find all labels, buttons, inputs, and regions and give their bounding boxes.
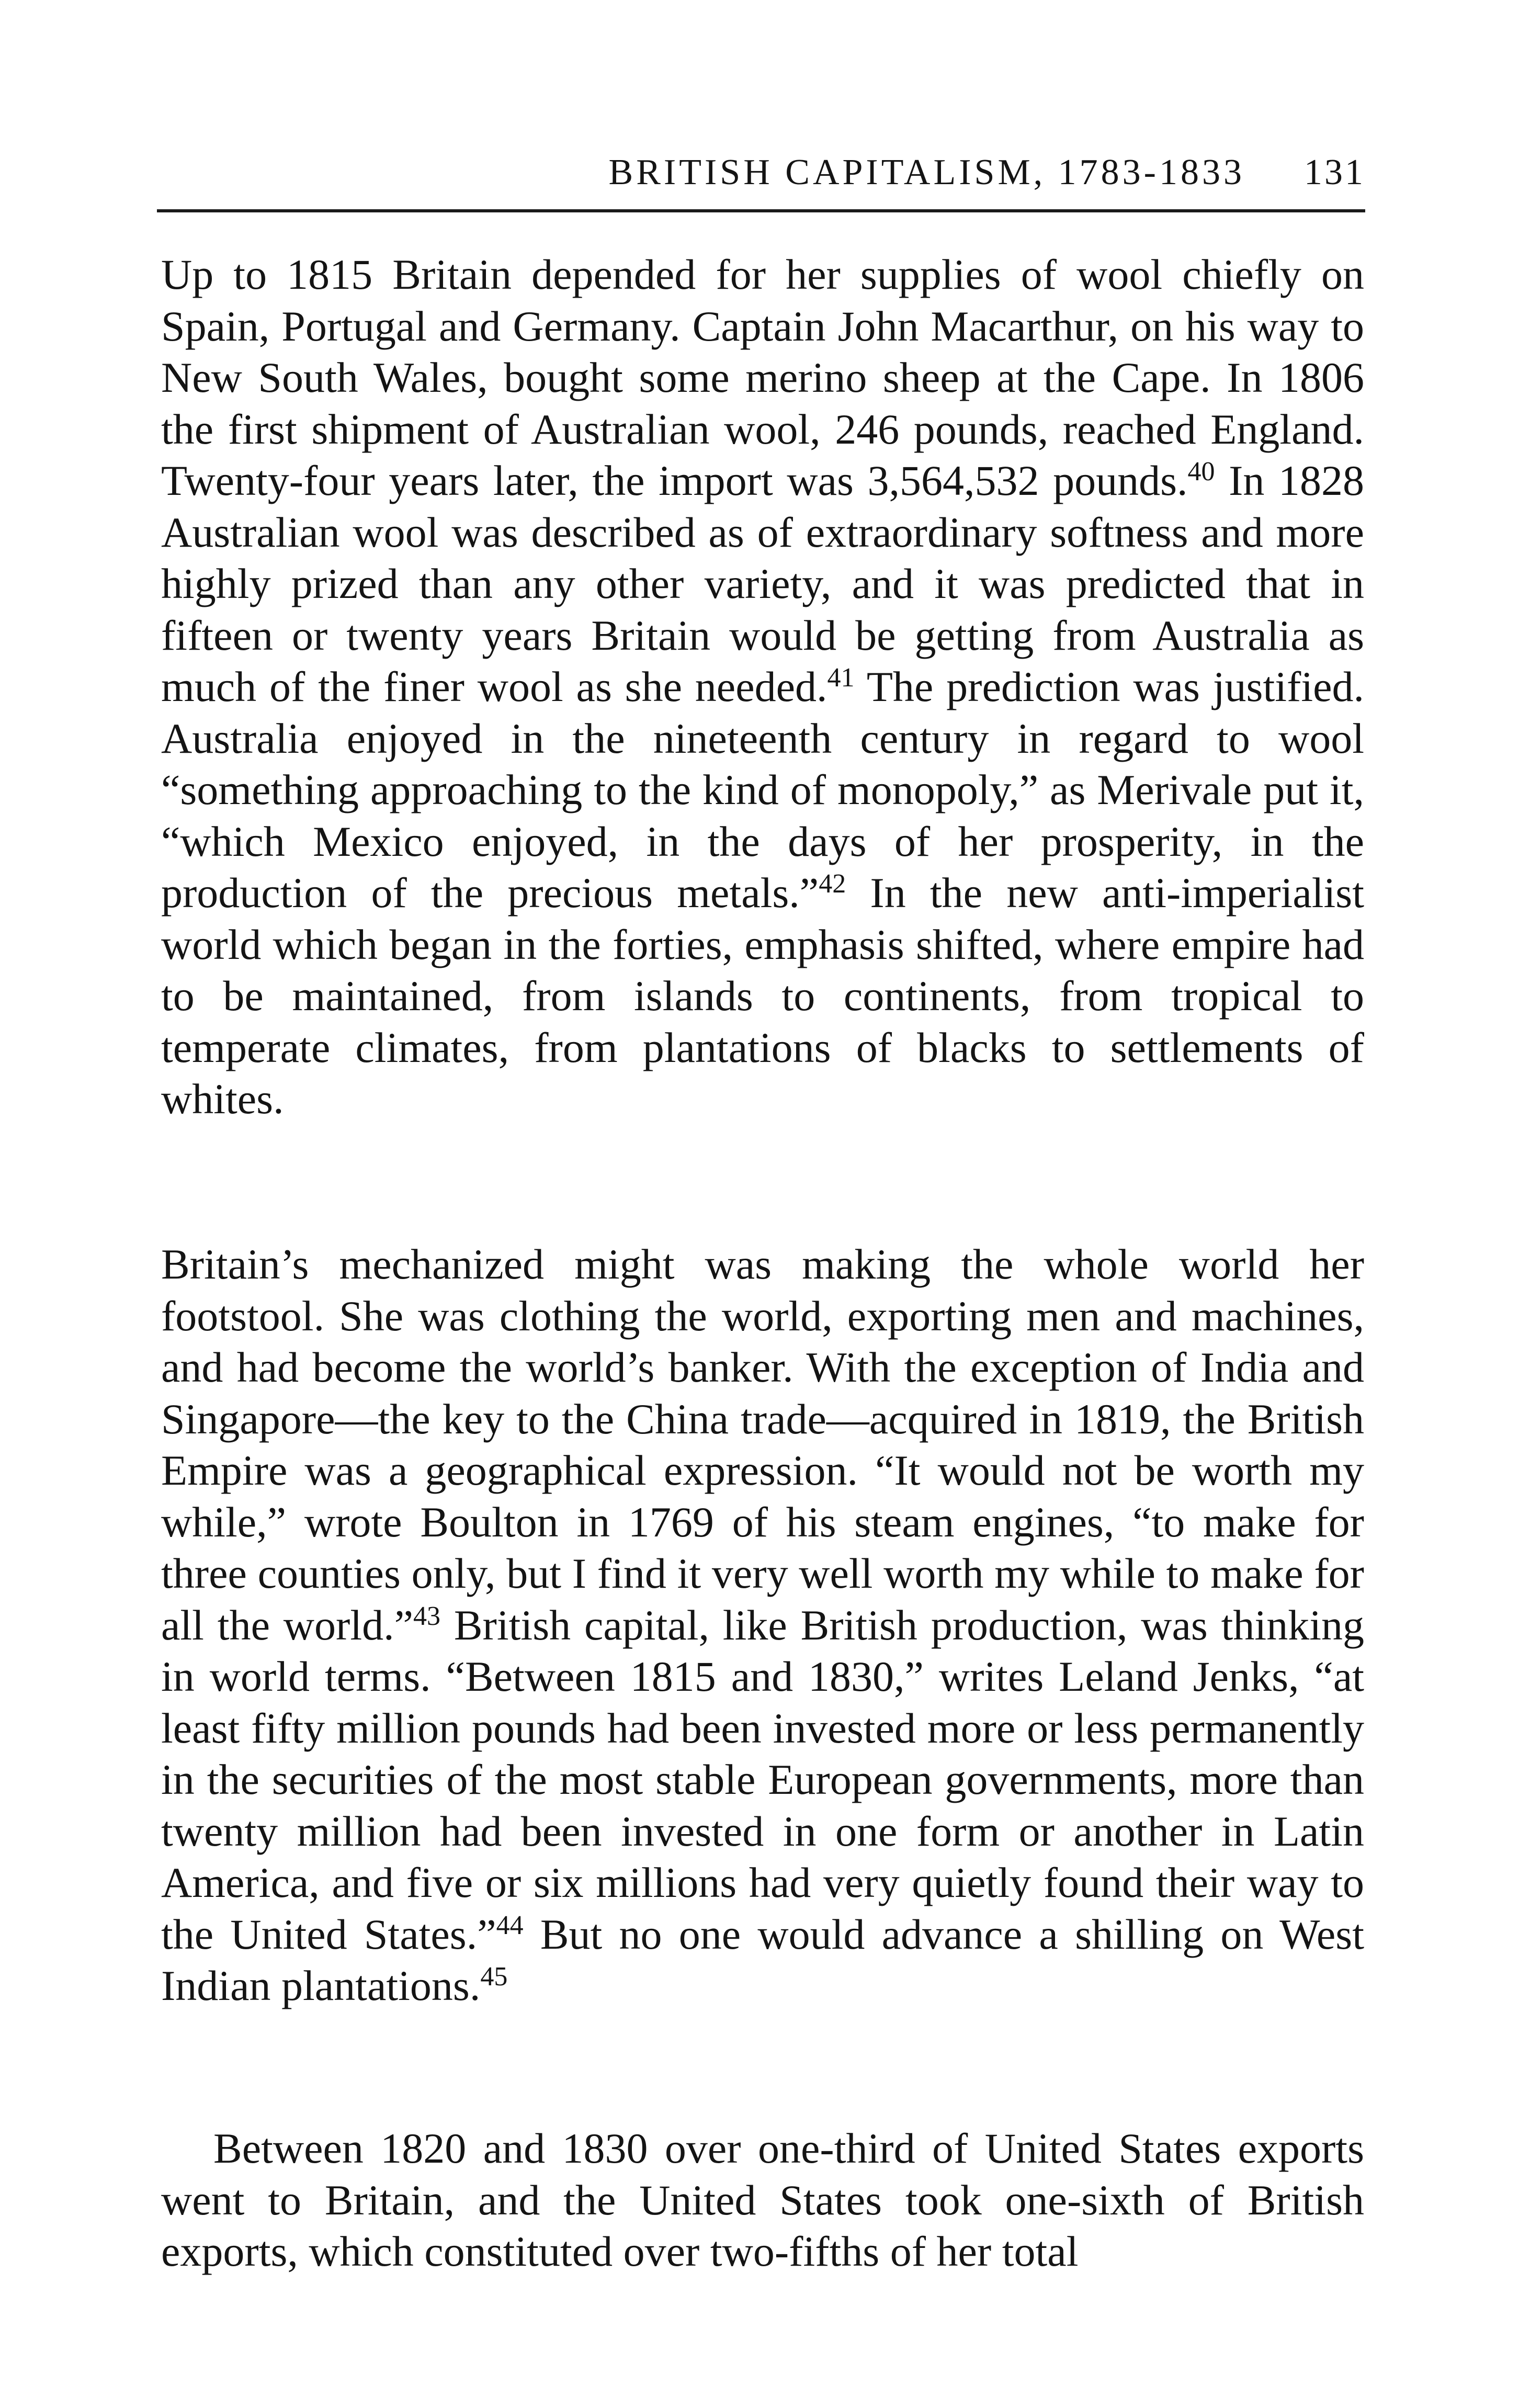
running-head	[157, 152, 1365, 212]
text-segment: Between 1820 and 1830 over one-third of United States exports went to Britain, and the United States took one-sixth of British exports, which constituted over two-fifths of her total	[161, 2124, 1364, 2275]
text-segment: Up to 1815 Britain depended for her supplies of wool chiefly on Spain, Portugal and Germany. Captain John Macarthur, on his way to New South Wales, bought some merino sheep at the Cape. In 1806 the first shipment of Australian wool, 246 pounds, reached England. Twenty-four years later, the import was 3,564,532 pounds.	[161, 251, 1364, 504]
footnote-ref: 40	[1187, 457, 1215, 487]
text-segment: British capital, like British production, was thinking in world terms. “Between 1815 and 1830,” writes Leland Jenks, “at least fifty million pounds had been invested more or less permanently in the securities of the most stable European governments, more than twenty million had been invested in one form or another in Latin America, and five or six millions had very quietly found their way to the United States.”	[161, 1601, 1364, 1958]
footnote-ref: 43	[413, 1601, 441, 1631]
paragraph-us-exports	[161, 2123, 1364, 2278]
page-number: 131	[1304, 152, 1365, 193]
text-segment: Britain’s mechanized might was making the whole world her footstool. She was clothing the world, exporting men and machines, and had become the world’s banker. With the exception of India and Singapore—the key to the China trade—acquired in 1819, the British Empire was a geographical expression. “It would not be worth my while,” wrote Boulton in 1769 of his steam engines, “to make for three counties only, but I find it very well worth my while to make for all the world.”	[161, 1240, 1364, 1649]
paragraph-world-trade	[161, 1239, 1364, 2012]
footnote-ref: 42	[819, 869, 846, 899]
footnote-ref: 44	[496, 1910, 524, 1940]
chapter-title: BRITISH CAPITALISM, 1783-1833	[608, 152, 1245, 193]
text-segment: But no one would advance a shilling on West Indian plantations.	[161, 1910, 1365, 2009]
footnote-ref: 41	[827, 663, 855, 693]
text-segment: In 1828 Australian wool was described as of extraordinary softness and more highly prized than any other variety, and it was predicted that in fifteen or twenty years Britain would be getting from Australia as much of the finer wool as she needed.	[161, 457, 1364, 710]
paragraph-wool	[161, 249, 1364, 1125]
text-segment: The prediction was justified. Australia enjoyed in the nineteenth century in regard to wool “something approaching to the kind of monopoly,” as Merivale put it, “which Mexico enjoyed, in the days of her prosperity, in the production of the precious metals.”	[161, 663, 1364, 917]
text-segment: In the new anti-imperialist world which began in the forties, emphasis shifted, where empire had to be maintained, from islands to continents, from tropical to temperate climates, from plantations of blacks to settlements of whites.	[161, 869, 1364, 1123]
footnote-ref: 45	[480, 1962, 508, 1992]
